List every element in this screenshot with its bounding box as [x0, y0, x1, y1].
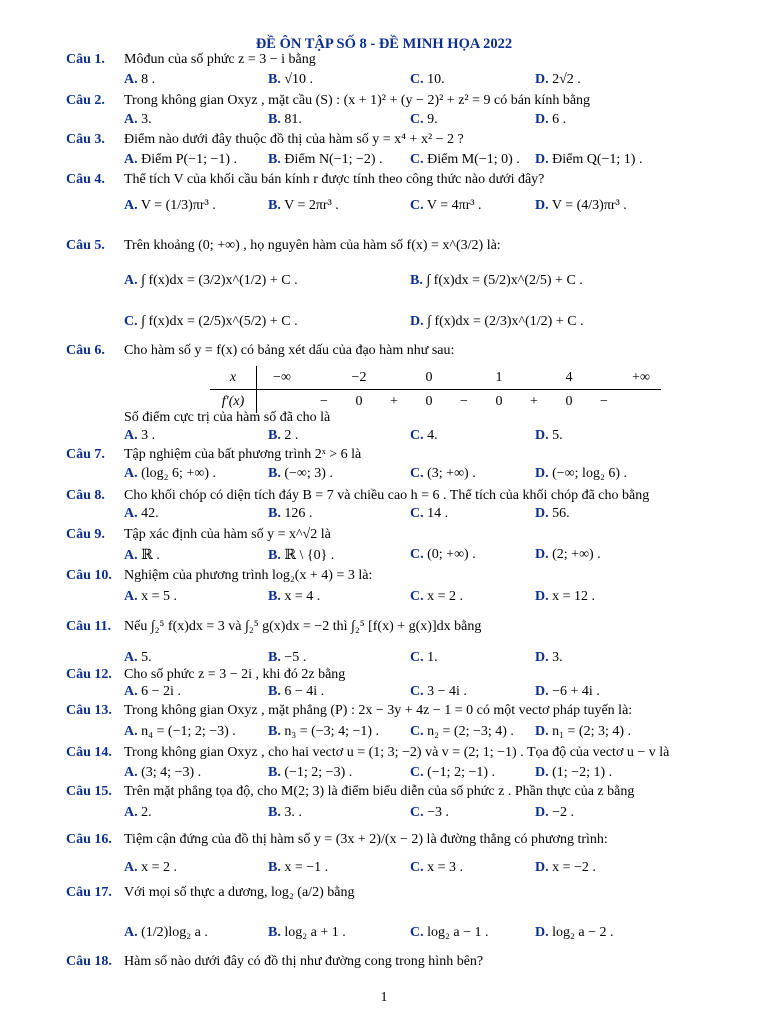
option-b: B. 126 . — [268, 506, 313, 521]
sign-cell: − — [600, 393, 608, 409]
option-d: D. Điểm Q(−1; 1) . — [535, 152, 643, 167]
option-d: D. 5. — [535, 428, 563, 443]
question-number: Câu 5. — [66, 238, 105, 253]
option-c: C. x = 3 . — [410, 860, 464, 875]
question-number: Câu 6. — [66, 343, 105, 358]
option-d: D. x = 12 . — [535, 589, 596, 604]
option-a: A. 2. — [124, 805, 152, 820]
x-value: 1 — [481, 366, 517, 390]
option-c: C. (−1; 2; −1) . — [410, 765, 496, 780]
option-a: A. 6 − 2i . — [124, 684, 181, 699]
option-a: A. 8 . — [124, 72, 156, 87]
option-a: A. 42. — [124, 506, 159, 521]
question-text: Trên khoảng (0; +∞) , họ nguyên hàm của hàm số f(x) = x^(3/2) là: — [124, 238, 501, 253]
x-value: 0 — [411, 366, 447, 390]
page-title: ĐỀ ÔN TẬP SỐ 8 - ĐỀ MINH HỌA 2022 — [255, 36, 513, 52]
question-text: Số điểm cực trị của hàm số đã cho là — [124, 410, 331, 425]
sign-table — [210, 366, 661, 413]
option-a: A. x = 5 . — [124, 589, 178, 604]
sign-cell: − — [320, 393, 328, 409]
option-b: B. (−1; 2; −3) . — [268, 765, 353, 780]
question-number: Câu 12. — [66, 667, 112, 682]
option-a: A. (1/2)log₂ a . — [124, 925, 208, 940]
question-number: Câu 3. — [66, 132, 105, 147]
option-c: C. 4. — [410, 428, 438, 443]
sign-cell: 0 — [565, 393, 573, 409]
option-d: D. (1; −2; 1) . — [535, 765, 613, 780]
option-d: D. −2 . — [535, 805, 575, 820]
question-text: Tập nghiệm của bất phương trình 2ˣ > 6 là — [124, 447, 362, 462]
question-number: Câu 7. — [66, 447, 105, 462]
option-b: B. √10 . — [268, 72, 314, 87]
option-a: A. ℝ . — [124, 548, 160, 563]
option-c: C. n₂ = (2; −3; 4) . — [410, 724, 514, 739]
question-text: Nghiệm của phương trình log₂(x + 4) = 3 là: — [124, 568, 373, 583]
question-text: Với mọi số thực a dương, log₂ (a/2) bằng — [124, 885, 355, 900]
option-a: A. 5. — [124, 650, 152, 665]
option-b: B. V = 2πr³ . — [268, 198, 339, 213]
question-text: Hàm số nào dưới đây có đồ thị như đường cong trong hình bên? — [124, 954, 484, 969]
option-c: C. V = 4πr³ . — [410, 198, 482, 213]
option-b: B. −5 . — [268, 650, 307, 665]
option-b: B. 2 . — [268, 428, 299, 443]
option-c: C. 1. — [410, 650, 438, 665]
option-d: D. V = (4/3)πr³ . — [535, 198, 627, 213]
option-c: C. 9. — [410, 112, 438, 127]
question-number: Câu 17. — [66, 885, 112, 900]
option-c: C. 3 − 4i . — [410, 684, 467, 699]
option-c: C. log₂ a − 1 . — [410, 925, 489, 940]
sign-cell: 0 — [495, 393, 503, 409]
x-value: −∞ — [257, 366, 308, 390]
option-a: A. (3; 4; −3) . — [124, 765, 202, 780]
question-number: Câu 11. — [66, 619, 112, 634]
question-text: Nếu ∫₂⁵ f(x)dx = 3 và ∫₂⁵ g(x)dx = −2 thì ∫₂⁵ [f(x) + g(x)]dx bằng — [124, 619, 482, 634]
option-b: B. log₂ a + 1 . — [268, 925, 346, 940]
question-number: Câu 15. — [66, 784, 112, 799]
x-value: −2 — [341, 366, 377, 390]
sign-cell: − — [460, 393, 468, 409]
option-a: A. 3. — [124, 112, 152, 127]
option-b: B. x = 4 . — [268, 589, 321, 604]
question-number: Câu 16. — [66, 832, 112, 847]
option-a: A. Điểm P(−1; −1) . — [124, 152, 238, 167]
question-text: Tiệm cận đứng của đồ thị hàm số y = (3x + 2)/(x − 2) là đường thẳng có phương trình: — [124, 832, 608, 847]
option-b: B. ∫ f(x)dx = (5/2)x^(2/5) + C . — [410, 273, 583, 288]
sign-cell: + — [530, 393, 538, 409]
option-b: B. ℝ \ {0} . — [268, 548, 335, 563]
option-d: D. 2√2 . — [535, 72, 581, 87]
x-value: 4 — [551, 366, 587, 390]
question-text: Môđun của số phức z = 3 − i bằng — [124, 52, 316, 67]
option-c: C. ∫ f(x)dx = (2/5)x^(5/2) + C . — [124, 314, 298, 329]
option-b: B. 81. — [268, 112, 302, 127]
sign-cell: + — [390, 393, 398, 409]
option-c: C. −3 . — [410, 805, 450, 820]
question-text: Cho số phức z = 3 − 2i , khi đó 2z bằng — [124, 667, 346, 682]
question-number: Câu 4. — [66, 172, 105, 187]
question-number: Câu 10. — [66, 568, 112, 583]
option-c: C. (0; +∞) . — [410, 547, 476, 562]
x-value: +∞ — [621, 366, 661, 390]
fx-label: f′(x) — [210, 390, 257, 414]
option-d: D. (2; +∞) . — [535, 547, 601, 562]
question-text: Tập xác định của hàm số y = x^√2 là — [124, 527, 331, 542]
question-text: Thể tích V của khối cầu bán kính r được tính theo công thức nào dưới đây? — [124, 172, 545, 187]
question-text: Trong không gian Oxyz , mặt cầu (S) : (x + 1)² + (y − 2)² + z² = 9 có bán kính bằng — [124, 93, 591, 108]
question-number: Câu 18. — [66, 954, 112, 969]
question-number: Câu 1. — [66, 52, 105, 67]
option-d: D. 56. — [535, 506, 570, 521]
question-number: Câu 9. — [66, 527, 105, 542]
option-a: A. n₄ = (−1; 2; −3) . — [124, 724, 236, 739]
question-text: Trên mặt phẳng tọa độ, cho M(2; 3) là điểm biểu diễn của số phức z . Phần thực của z bằng — [124, 784, 635, 799]
option-a: A. ∫ f(x)dx = (3/2)x^(1/2) + C . — [124, 273, 298, 288]
question-text: Điểm nào dưới đây thuộc đồ thị của hàm số y = x⁴ + x² − 2 ? — [124, 132, 464, 147]
sign-cell: 0 — [355, 393, 363, 409]
option-d: D. ∫ f(x)dx = (2/3)x^(1/2) + C . — [410, 314, 584, 329]
option-a: A. x = 2 . — [124, 860, 178, 875]
x-label: x — [210, 366, 257, 390]
option-b: B. x = −1 . — [268, 860, 329, 875]
option-d: D. log₂ a − 2 . — [535, 925, 614, 940]
option-d: D. −6 + 4i . — [535, 684, 600, 699]
option-d: D. n₁ = (2; 3; 4) . — [535, 724, 632, 739]
option-b: B. n₃ = (−3; 4; −1) . — [268, 724, 380, 739]
option-d: D. (−∞; log₂ 6) . — [535, 466, 627, 481]
option-c: C. x = 2 . — [410, 589, 464, 604]
option-b: B. 6 − 4i . — [268, 684, 325, 699]
page-number: 1 — [380, 990, 388, 1005]
option-b: B. (−∞; 3) . — [268, 466, 333, 481]
sign-cell: 0 — [425, 393, 433, 409]
option-b: B. Điểm N(−1; −2) . — [268, 152, 383, 167]
option-d: D. 6 . — [535, 112, 567, 127]
question-text: Cho hàm số y = f(x) có bảng xét dấu của đạo hàm như sau: — [124, 343, 455, 358]
question-text: Trong không gian Oxyz , cho hai vectơ u = (1; 3; −2) và v = (2; 1; −1) . Tọa độ của vectơ u − v là — [124, 745, 670, 760]
option-c: C. Điểm M(−1; 0) . — [410, 152, 520, 167]
question-text: Trong không gian Oxyz , mặt phẳng (P) : 2x − 3y + 4z − 1 = 0 có một vectơ pháp tuyến là: — [124, 703, 633, 718]
question-number: Câu 14. — [66, 745, 112, 760]
option-d: D. x = −2 . — [535, 860, 596, 875]
option-b: B. 3. . — [268, 805, 302, 820]
option-a: A. 3 . — [124, 428, 156, 443]
option-c: C. 14 . — [410, 506, 449, 521]
option-c: C. (3; +∞) . — [410, 466, 476, 481]
question-text: Cho khối chóp có diện tích đáy B = 7 và chiều cao h = 6 . Thể tích của khối chóp đã cho bằng — [124, 488, 650, 503]
option-a: A. (log₂ 6; +∞) . — [124, 466, 216, 481]
question-number: Câu 8. — [66, 488, 105, 503]
option-a: A. V = (1/3)πr³ . — [124, 198, 216, 213]
option-c: C. 10. — [410, 72, 445, 87]
question-number: Câu 13. — [66, 703, 112, 718]
question-number: Câu 2. — [66, 93, 105, 108]
option-d: D. 3. — [535, 650, 563, 665]
